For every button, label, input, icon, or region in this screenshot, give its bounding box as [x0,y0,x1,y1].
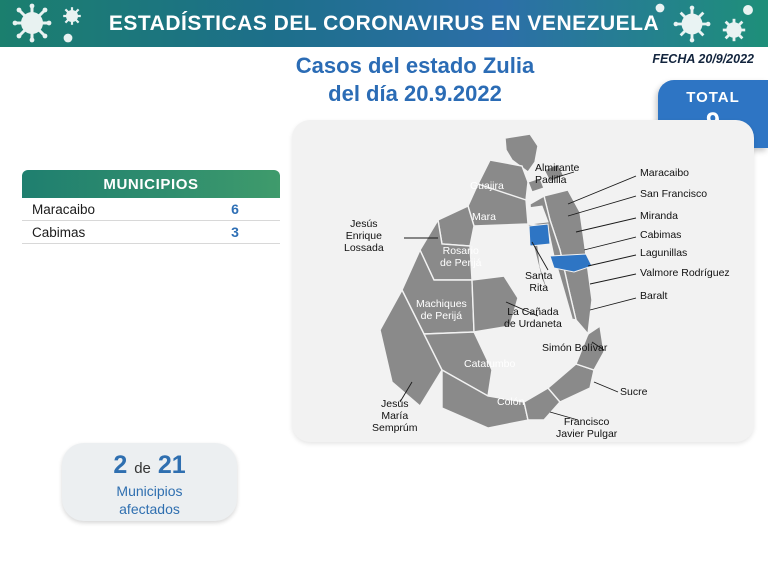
page-title: ESTADÍSTICAS DEL CORONAVIRUS EN VENEZUELA [108,11,660,35]
chart-title-line1: Casos del estado Zulia [295,53,535,78]
afectados-count-line [62,452,237,482]
municipios-table-header: MUNICIPIOS [22,170,280,198]
municipio-cases: 3 [190,221,280,244]
map-label-catatumbo: Catatumbo [464,358,516,370]
map-label-lagunillas: Lagunillas [640,247,688,259]
map-label-cabimas: Cabimas [640,229,682,241]
afectados-label-line1: Municipios [116,483,183,499]
page-header [0,0,768,47]
map-label-rosario-de-perija: Rosario de Perijá [440,245,482,269]
map-label-valmore-rodriguez: Valmore Rodríguez [640,267,730,279]
chart-title [235,52,595,108]
afectados-label-line2: afectados [119,501,180,517]
map-label-mara: Mara [472,211,496,223]
municipio-cases: 6 [190,198,280,221]
total-label: TOTAL [686,89,740,106]
map-label-francisco-javier-pulgar: Francisco Javier Pulgar [556,416,618,440]
map-label-maracaibo: Maracaibo [640,167,690,179]
table-row [22,221,280,244]
municipio-name: Maracaibo [22,198,190,221]
map-label-machiques-de-perija: Machiques de Perijá [416,298,467,322]
map-label-baralt: Baralt [640,290,668,302]
map-label-sucre: Sucre [620,386,648,398]
map-label-la-canada-de-urdaneta: La Cañada de Urdaneta [504,306,562,330]
date-label: FECHA 20/9/2022 [652,52,754,66]
map-label-almirante-padilla: Almirante Padilla [535,162,580,186]
municipio-name: Cabimas [22,221,190,244]
map-label-simon-bolivar: Simón Bolívar [542,342,608,354]
map-label-colon: Colón [497,396,525,408]
municipios-card [22,170,280,244]
zulia-map-panel [292,120,754,442]
afectados-total: 21 [157,451,186,479]
afectados-count: 2 [113,451,128,479]
map-label-san-francisco: San Francisco [640,188,708,200]
municipios-table [22,198,280,244]
chart-title-line2: del día 20.9.2022 [328,81,502,106]
afectados-of: de [134,460,151,477]
municipios-afectados-card [62,443,237,521]
map-label-guajira: Guajira [470,180,504,192]
table-row [22,198,280,221]
map-label-miranda: Miranda [640,210,678,222]
map-label-santa-rita: Santa Rita [525,270,553,294]
map-label-jesus-maria-semprum: Jesús María Semprúm [372,398,418,434]
map-label-jesus-enrique-lossada: Jesús Enrique Lossada [344,218,384,254]
